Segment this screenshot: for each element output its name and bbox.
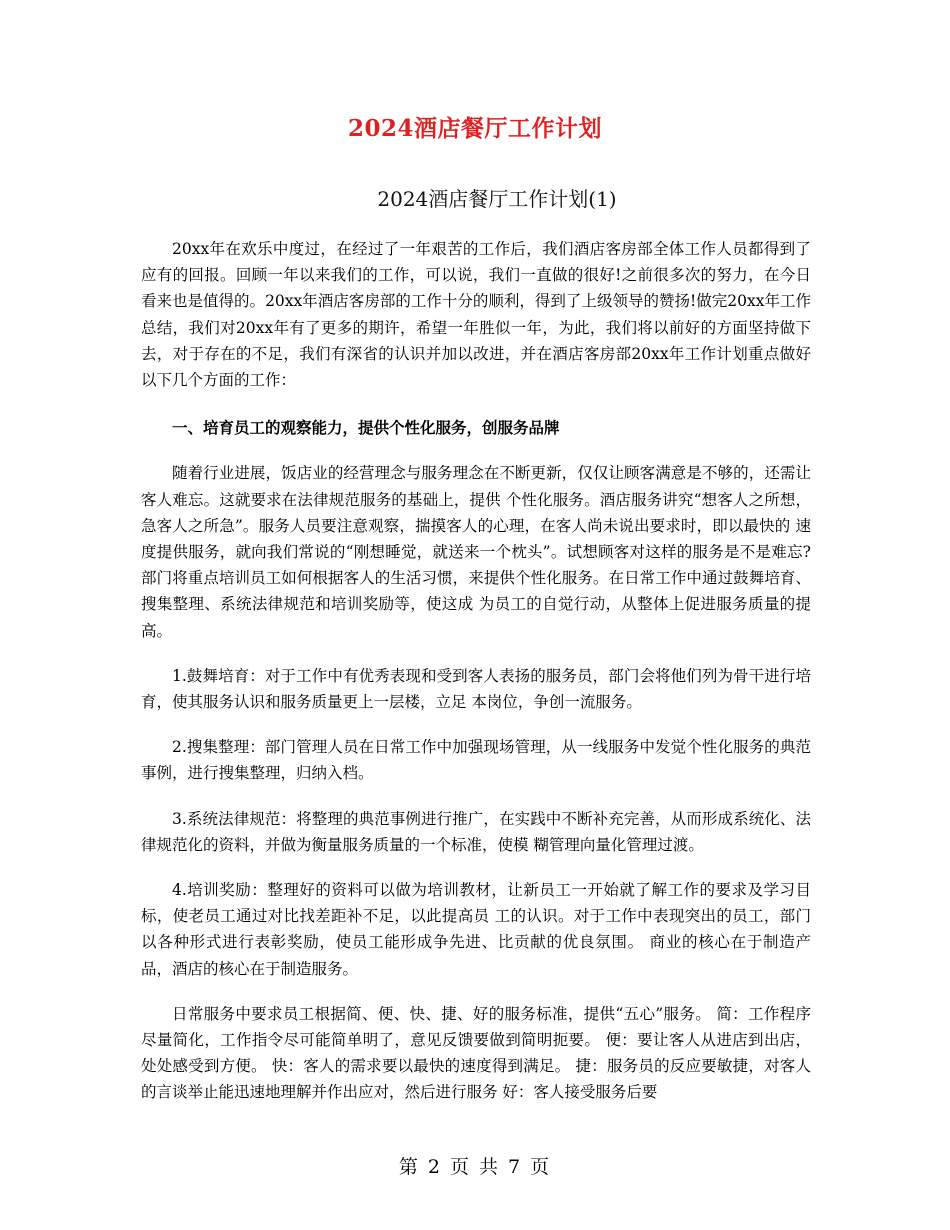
list-item-paragraph: 2.搜集整理：部门管理人员在日常工作中加强现场管理，从一线服务中发觉个性化服务的典范事例，进行搜集整理，归纳入档。 <box>141 738 811 783</box>
body-paragraph: 日常服务中要求员工根据简、便、快、捷、好的服务标准，提供“五心”服务。 简：工作程序尽量简化，工作指令尽可能简单明了，意见反馈要做到简明扼要。 便：要让客人从进店到出店，处处感受到方便。 快：客人的需求要以最快的速度得到满足。 捷：服务员的反应要敏捷，对客人的言谈举止能迅速地理解并作出应对，然后进行服务 好：客人接受服务后要 <box>141 1004 811 1102</box>
document-title: 2024酒店餐厅工作计划 <box>347 115 602 142</box>
document-subtitle: 2024酒店餐厅工作计划(1) <box>377 187 617 211</box>
section-heading: 一、培育员工的观察能力，提供个性化服务，创服务品牌 <box>172 418 560 438</box>
body-paragraph: 随着行业进展，饭店业的经营理念与服务理念在不断更新，仅仅让顾客满意是不够的，还需让客人难忘。这就要求在法律规范服务的基础上，提供 个性化服务。酒店服务讲究“想客人之所想，急客人之所急”。服务人员要注意观察，揣摸客人的心理，在客人尚未说出要求时，即以最快的 速度提供服务，就向我们常说的“刚想睡觉，就送来一个枕头”。试想顾客对这样的服务是不是难忘? 部门将重点培训员工如何根据客人的生活习惯，来提供个性化服务。在日常工作中通过鼓舞培育、搜集整理、系统法律规范和培训奖励等，使这成 为员工的自觉行动，从整体上促进服务质量的提高。 <box>141 464 811 640</box>
page-footer: 第 2 页 共 7 页 <box>398 1156 552 1178</box>
intro-paragraph: 20xx年在欢乐中度过，在经过了一年艰苦的工作后，我们酒店客房部全体工作人员都得到了应有的回报。回顾一年以来我们的工作，可以说，我们一直做的很好!之前很多次的努力，在今日看来也是值得的。20xx年酒店客房部的工作十分的顺利，得到了上级领导的赞扬!做完20xx年工作总结，我们对20xx年有了更多的期许，希望一年胜似一年，为此，我们将以前好的方面坚持做下去，对于存在的不足，我们有深省的认识并加以改进，并在酒店客房部20xx年工作计划重点做好以下几个方面的工作： <box>141 240 811 390</box>
document-body <box>141 236 811 1125</box>
list-item-paragraph: 1.鼓舞培育：对于工作中有优秀表现和受到客人表扬的服务员，部门会将他们列为骨干进行培育，使其服务认识和服务质量更上一层楼，立足 本岗位，争创一流服务。 <box>141 666 811 712</box>
list-item-paragraph: 4.培训奖励：整理好的资料可以做为培训教材，让新员工一开始就了解工作的要求及学习目标，使老员工通过对比找差距补不足，以此提高员 工的认识。对于工作中表现突出的员工，部门以各种形式进行表彰奖励，使员工能形成争先进、比贡献的优良氛围。 商业的核心在于制造产品，酒店的核心在于制造服务。 <box>141 881 811 978</box>
list-item-paragraph: 3.系统法律规范：将整理的典范事例进行推广，在实践中不断补充完善，从而形成系统化、法律规范化的资料，并做为衡量服务质量的一个标准，使模 糊管理向量化管理过渡。 <box>141 809 811 854</box>
